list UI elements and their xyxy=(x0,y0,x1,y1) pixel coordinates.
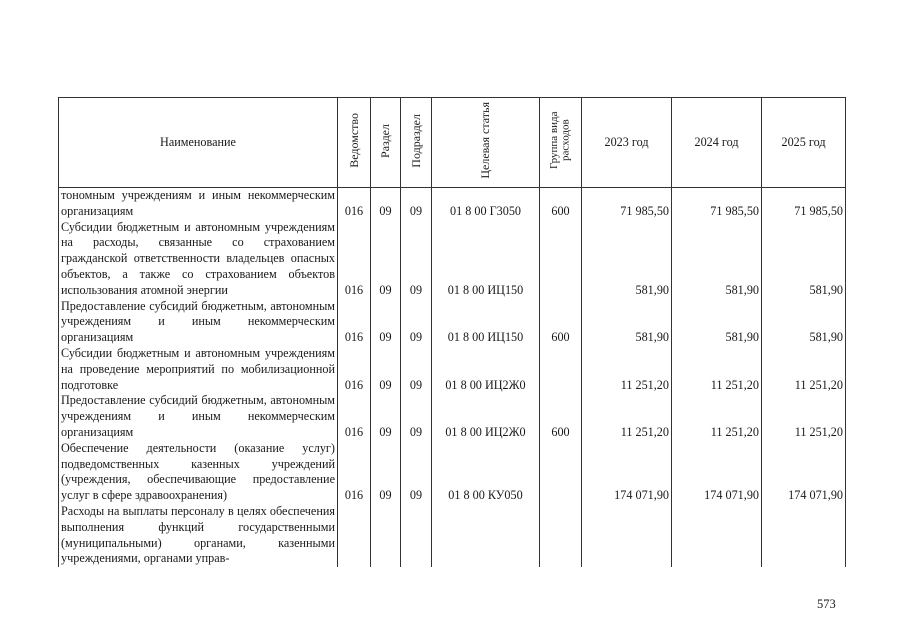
row-2023: 11 251,20 xyxy=(582,346,672,393)
budget-table xyxy=(58,97,846,567)
row-vedomstvo xyxy=(338,504,371,567)
table-row xyxy=(59,441,846,504)
row-name: Субсидии бюджетным и автономным учреждениям на проведение мероприятий по мобилизационной подготовке xyxy=(59,346,338,393)
header-razdel: Раздел xyxy=(371,98,401,188)
row-gruppa: 600 xyxy=(540,393,582,440)
row-podrazdel: 09 xyxy=(401,188,432,220)
row-vedomstvo: 016 xyxy=(338,346,371,393)
row-gruppa xyxy=(540,504,582,567)
header-2025: 2025 год xyxy=(762,98,846,188)
row-razdel: 09 xyxy=(371,220,401,299)
table-row xyxy=(59,346,846,393)
header-2023: 2023 год xyxy=(582,98,672,188)
row-celevaya xyxy=(432,504,540,567)
row-2025: 581,90 xyxy=(762,299,846,346)
row-razdel: 09 xyxy=(371,441,401,504)
row-2023: 71 985,50 xyxy=(582,188,672,220)
row-razdel: 09 xyxy=(371,299,401,346)
row-razdel xyxy=(371,504,401,567)
row-2025: 581,90 xyxy=(762,220,846,299)
row-2024: 581,90 xyxy=(672,299,762,346)
row-vedomstvo: 016 xyxy=(338,220,371,299)
row-2025: 71 985,50 xyxy=(762,188,846,220)
row-2023: 581,90 xyxy=(582,220,672,299)
row-2023: 581,90 xyxy=(582,299,672,346)
row-celevaya: 01 8 00 ИЦ150 xyxy=(432,220,540,299)
row-2024 xyxy=(672,504,762,567)
row-celevaya: 01 8 00 ИЦ150 xyxy=(432,299,540,346)
table-row xyxy=(59,504,846,567)
row-podrazdel: 09 xyxy=(401,346,432,393)
table-row xyxy=(59,299,846,346)
row-2023: 11 251,20 xyxy=(582,393,672,440)
header-vedomstvo: Ведомство xyxy=(338,98,371,188)
row-vedomstvo: 016 xyxy=(338,299,371,346)
row-name: Расходы на выплаты персоналу в целях обеспечения выполнения функций государственными (муниципальными) органами, казенными учреждениями, органами управ- xyxy=(59,504,338,567)
header-podrazdel: Подраздел xyxy=(401,98,432,188)
row-vedomstvo: 016 xyxy=(338,441,371,504)
row-razdel: 09 xyxy=(371,393,401,440)
page-number: 573 xyxy=(817,597,836,611)
row-2023 xyxy=(582,504,672,567)
table-header-row xyxy=(59,98,846,188)
row-vedomstvo: 016 xyxy=(338,188,371,220)
row-2025: 174 071,90 xyxy=(762,441,846,504)
row-gruppa xyxy=(540,220,582,299)
row-2024: 174 071,90 xyxy=(672,441,762,504)
header-name: Наименование xyxy=(59,98,338,188)
row-celevaya: 01 8 00 КУ050 xyxy=(432,441,540,504)
row-2025: 11 251,20 xyxy=(762,346,846,393)
row-name: Субсидии бюджетным и автономным учреждениям на расходы, связанные со страхованием гражданской ответственности владельцев опасных объектов, а также со страхованием объектов использования атомной энергии xyxy=(59,220,338,299)
header-celevaya: Целевая статья xyxy=(432,98,540,188)
row-celevaya: 01 8 00 ИЦ2Ж0 xyxy=(432,393,540,440)
row-gruppa xyxy=(540,346,582,393)
row-podrazdel: 09 xyxy=(401,299,432,346)
row-celevaya: 01 8 00 ИЦ2Ж0 xyxy=(432,346,540,393)
row-razdel: 09 xyxy=(371,346,401,393)
row-2025: 11 251,20 xyxy=(762,393,846,440)
row-2024: 11 251,20 xyxy=(672,346,762,393)
table-row xyxy=(59,393,846,440)
row-gruppa xyxy=(540,441,582,504)
row-2025 xyxy=(762,504,846,567)
row-name: Предоставление субсидий бюджетным, автономным учреждениям и иным некоммерческим организациям xyxy=(59,299,338,346)
row-2023: 174 071,90 xyxy=(582,441,672,504)
row-podrazdel: 09 xyxy=(401,441,432,504)
header-2024: 2024 год xyxy=(672,98,762,188)
row-podrazdel: 09 xyxy=(401,220,432,299)
row-podrazdel: 09 xyxy=(401,393,432,440)
row-gruppa: 600 xyxy=(540,299,582,346)
row-gruppa: 600 xyxy=(540,188,582,220)
row-vedomstvo: 016 xyxy=(338,393,371,440)
row-celevaya: 01 8 00 Г3050 xyxy=(432,188,540,220)
row-2024: 581,90 xyxy=(672,220,762,299)
table-row xyxy=(59,188,846,220)
row-2024: 11 251,20 xyxy=(672,393,762,440)
row-name: Предоставление субсидий бюджетным, автономным учреждениям и иным некоммерческим организациям xyxy=(59,393,338,440)
table-row xyxy=(59,220,846,299)
row-name: тономным учреждениям и иным некоммерческим организациям xyxy=(59,188,338,220)
row-podrazdel xyxy=(401,504,432,567)
header-gruppa: Группа вида расходов xyxy=(540,98,582,188)
row-2024: 71 985,50 xyxy=(672,188,762,220)
row-razdel: 09 xyxy=(371,188,401,220)
row-name: Обеспечение деятельности (оказание услуг) подведомственных казенных учреждений (учреждения, обеспечивающие предоставление услуг в сфере здравоохранения) xyxy=(59,441,338,504)
